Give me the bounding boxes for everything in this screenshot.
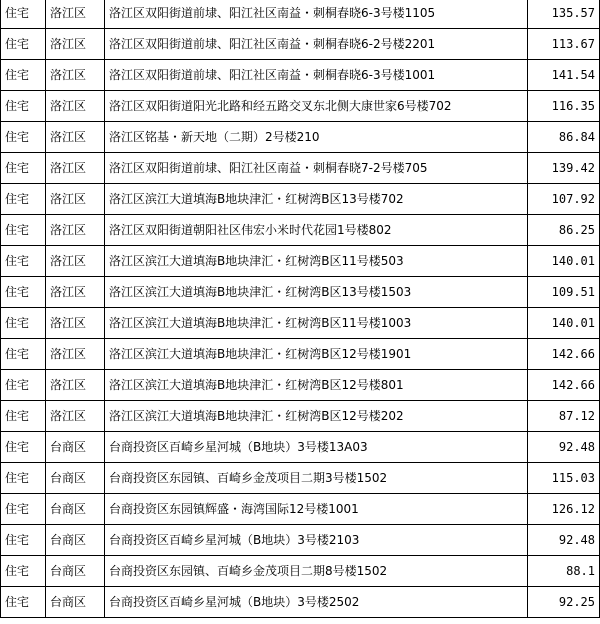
district-cell: 洛江区: [46, 401, 105, 432]
address-cell: 洛江区滨江大道填海B地块津汇・红树湾B区12号楼801: [105, 370, 528, 401]
district-cell: 洛江区: [46, 246, 105, 277]
property-type-cell: 住宅: [1, 29, 46, 60]
property-type-cell: 住宅: [1, 401, 46, 432]
district-cell: 洛江区: [46, 277, 105, 308]
address-cell: 洛江区滨江大道填海B地块津汇・红树湾B区12号楼1901: [105, 339, 528, 370]
address-cell: 台商投资区百崎乡星河城（B地块）3号楼2103: [105, 525, 528, 556]
address-cell: 台商投资区东园镇辉盛・海湾国际12号楼1001: [105, 494, 528, 525]
address-cell: 洛江区滨江大道填海B地块津汇・红树湾B区13号楼1503: [105, 277, 528, 308]
property-type-cell: 住宅: [1, 494, 46, 525]
table-row: [1, 432, 600, 463]
area-cell: 135.57: [528, 0, 600, 29]
property-type-cell: 住宅: [1, 246, 46, 277]
area-cell: 86.84: [528, 122, 600, 153]
district-cell: 洛江区: [46, 153, 105, 184]
area-cell: 142.66: [528, 339, 600, 370]
table-row: [1, 525, 600, 556]
area-cell: 87.12: [528, 401, 600, 432]
table-row: [1, 29, 600, 60]
table-row: [1, 587, 600, 618]
table-row: [1, 60, 600, 91]
address-cell: 洛江区滨江大道填海B地块津汇・红树湾B区12号楼202: [105, 401, 528, 432]
area-cell: 115.03: [528, 463, 600, 494]
table-row: [1, 463, 600, 494]
district-cell: 洛江区: [46, 29, 105, 60]
district-cell: 台商区: [46, 525, 105, 556]
area-cell: 92.48: [528, 525, 600, 556]
area-cell: 142.66: [528, 370, 600, 401]
address-cell: 洛江区滨江大道填海B地块津汇・红树湾B区11号楼1003: [105, 308, 528, 339]
address-cell: 台商投资区东园镇、百崎乡金茂项目二期8号楼1502: [105, 556, 528, 587]
address-cell: 洛江区铭基・新天地（二期）2号楼210: [105, 122, 528, 153]
property-type-cell: 住宅: [1, 525, 46, 556]
area-cell: 88.1: [528, 556, 600, 587]
district-cell: 洛江区: [46, 60, 105, 91]
district-cell: 洛江区: [46, 122, 105, 153]
property-type-cell: 住宅: [1, 0, 46, 29]
district-cell: 台商区: [46, 463, 105, 494]
property-type-cell: 住宅: [1, 153, 46, 184]
address-cell: 洛江区双阳街道阳光北路和经五路交叉东北侧大康世家6号楼702: [105, 91, 528, 122]
area-cell: 107.92: [528, 184, 600, 215]
address-cell: 台商投资区百崎乡星河城（B地块）3号楼2502: [105, 587, 528, 618]
table-row: [1, 308, 600, 339]
district-cell: 洛江区: [46, 370, 105, 401]
district-cell: 洛江区: [46, 339, 105, 370]
address-cell: 台商投资区东园镇、百崎乡金茂项目二期3号楼1502: [105, 463, 528, 494]
address-cell: 洛江区双阳街道前埭、阳江社区南益・刺桐春晓6-3号楼1105: [105, 0, 528, 29]
property-type-cell: 住宅: [1, 308, 46, 339]
table-row: [1, 556, 600, 587]
area-cell: 109.51: [528, 277, 600, 308]
district-cell: 洛江区: [46, 0, 105, 29]
table-row: [1, 91, 600, 122]
table-row: [1, 122, 600, 153]
district-cell: 洛江区: [46, 91, 105, 122]
area-cell: 92.48: [528, 432, 600, 463]
area-cell: 86.25: [528, 215, 600, 246]
property-type-cell: 住宅: [1, 339, 46, 370]
area-cell: 113.67: [528, 29, 600, 60]
area-cell: 140.01: [528, 246, 600, 277]
area-cell: 140.01: [528, 308, 600, 339]
district-cell: 洛江区: [46, 184, 105, 215]
property-type-cell: 住宅: [1, 277, 46, 308]
table-row: [1, 339, 600, 370]
property-type-cell: 住宅: [1, 432, 46, 463]
area-cell: 126.12: [528, 494, 600, 525]
table-row: [1, 184, 600, 215]
address-cell: 洛江区双阳街道朝阳社区伟宏小米时代花园1号楼802: [105, 215, 528, 246]
property-type-cell: 住宅: [1, 463, 46, 494]
table-row: [1, 494, 600, 525]
property-type-cell: 住宅: [1, 587, 46, 618]
district-cell: 台商区: [46, 432, 105, 463]
table-row: [1, 401, 600, 432]
area-cell: 116.35: [528, 91, 600, 122]
address-cell: 洛江区双阳街道前埭、阳江社区南益・刺桐春晓7-2号楼705: [105, 153, 528, 184]
property-type-cell: 住宅: [1, 184, 46, 215]
property-type-cell: 住宅: [1, 370, 46, 401]
table-row: [1, 153, 600, 184]
address-cell: 洛江区双阳街道前埭、阳江社区南益・刺桐春晓6-2号楼2201: [105, 29, 528, 60]
area-cell: 141.54: [528, 60, 600, 91]
district-cell: 台商区: [46, 556, 105, 587]
property-type-cell: 住宅: [1, 60, 46, 91]
district-cell: 台商区: [46, 494, 105, 525]
property-type-cell: 住宅: [1, 122, 46, 153]
district-cell: 台商区: [46, 587, 105, 618]
address-cell: 洛江区双阳街道前埭、阳江社区南益・刺桐春晓6-3号楼1001: [105, 60, 528, 91]
property-type-cell: 住宅: [1, 91, 46, 122]
table-row: [1, 370, 600, 401]
address-cell: 洛江区滨江大道填海B地块津汇・红树湾B区11号楼503: [105, 246, 528, 277]
address-cell: 台商投资区百崎乡星河城（B地块）3号楼13A03: [105, 432, 528, 463]
area-cell: 139.42: [528, 153, 600, 184]
table-row: [1, 0, 600, 29]
table-row: [1, 246, 600, 277]
address-cell: 洛江区滨江大道填海B地块津汇・红树湾B区13号楼702: [105, 184, 528, 215]
district-cell: 洛江区: [46, 308, 105, 339]
property-table-body: [1, 0, 600, 618]
property-type-cell: 住宅: [1, 556, 46, 587]
property-type-cell: 住宅: [1, 215, 46, 246]
district-cell: 洛江区: [46, 215, 105, 246]
area-cell: 92.25: [528, 587, 600, 618]
table-row: [1, 215, 600, 246]
table-row: [1, 277, 600, 308]
